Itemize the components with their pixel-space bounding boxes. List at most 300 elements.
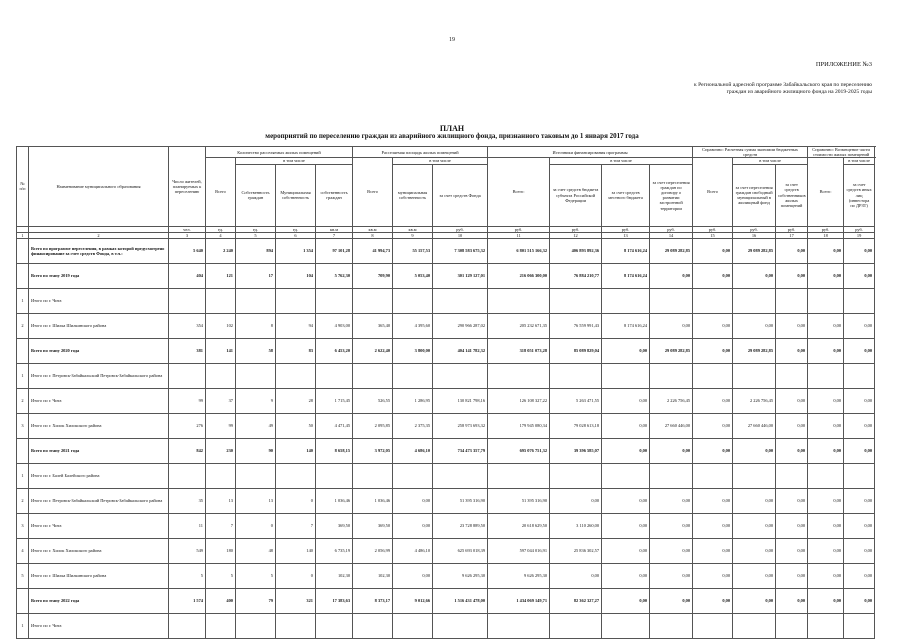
value-cell: 0,00	[776, 314, 808, 339]
unit-cell: руб.	[733, 226, 776, 232]
value-cell	[206, 464, 236, 489]
value-cell: 0,00	[602, 564, 650, 589]
header-econ-b: за счет переселения граждан свободный муниципальный в жилищный фонд	[733, 164, 776, 226]
value-cell: 3 972,05	[353, 439, 393, 464]
value-cell: 404	[169, 264, 206, 289]
value-cell: 369,50	[316, 514, 353, 539]
header-row-groups	[17, 147, 875, 158]
header-total: Всего	[693, 158, 733, 226]
value-cell: 0,00	[733, 589, 776, 614]
value-cell: 8 658,15	[316, 439, 353, 464]
value-cell: 290 966 287,02	[433, 314, 488, 339]
column-number-cell: 8	[353, 232, 393, 238]
header-group-financing: Источники финансирования программы	[488, 147, 693, 158]
value-cell: 0,00	[776, 414, 808, 439]
value-cell: 49	[236, 414, 276, 439]
value-cell: 27 660 446,00	[733, 414, 776, 439]
header-group-area: Расселяемая площадь жилых помещений	[353, 147, 488, 158]
header-municipal-own: Муниципальная собственность	[276, 164, 316, 226]
value-cell: 1 036,46	[316, 489, 353, 514]
value-cell	[550, 364, 602, 389]
value-cell: 276	[169, 414, 206, 439]
resettlement-plan-table	[16, 146, 875, 639]
row-number: 2	[17, 389, 29, 414]
column-number-cell: 13	[602, 232, 650, 238]
unit-cell: ед.	[276, 226, 316, 232]
value-cell: 2 095,85	[353, 414, 393, 439]
header-total: Всего	[353, 158, 393, 226]
value-cell: 0,00	[808, 589, 844, 614]
value-cell: 0,00	[650, 439, 693, 464]
value-cell: 58	[236, 339, 276, 364]
value-cell: 126 108 327,22	[488, 389, 550, 414]
row-number	[17, 239, 29, 264]
column-number-cell: 3	[169, 232, 206, 238]
value-cell	[276, 464, 316, 489]
value-cell: 102	[206, 314, 236, 339]
value-cell: 1 036,46	[353, 489, 393, 514]
value-cell: 76 884 210,77	[550, 264, 602, 289]
value-cell	[808, 614, 844, 639]
column-number-cell: 11	[488, 232, 550, 238]
value-cell: 0,00	[693, 414, 733, 439]
value-cell: 9 012,66	[393, 589, 433, 614]
value-cell: 0,00	[693, 339, 733, 364]
value-cell: 0	[276, 489, 316, 514]
header-citizens-own: Собственность граждан	[236, 164, 276, 226]
value-cell	[316, 364, 353, 389]
municipality-row	[17, 464, 875, 489]
value-cell: 99	[206, 414, 236, 439]
document-subtitle: мероприятий по переселению граждан из аварийного жилищного фонда, признанного таковым до 1 января 2017 года	[265, 132, 639, 140]
value-cell: 0,00	[602, 539, 650, 564]
municipality-row	[17, 364, 875, 389]
value-cell	[169, 464, 206, 489]
municipality-name: Итого по г. Петровск-Забайкальский Петровск-Забайкальского района	[29, 489, 169, 514]
value-cell: 55 157,53	[393, 239, 433, 264]
value-cell: 82 362 327,27	[550, 589, 602, 614]
value-cell: 1 286,95	[393, 389, 433, 414]
column-number-cell: 16	[733, 232, 776, 238]
value-cell: 23 728 889,50	[433, 514, 488, 539]
value-cell	[550, 464, 602, 489]
value-cell: 8 174 616,24	[602, 239, 650, 264]
value-cell	[808, 289, 844, 314]
value-cell: 130 821 798,16	[433, 389, 488, 414]
value-cell: 526,55	[353, 389, 393, 414]
value-cell: 20 618 629,50	[488, 514, 550, 539]
row-number	[17, 339, 29, 364]
value-cell	[776, 289, 808, 314]
value-cell	[650, 464, 693, 489]
value-cell	[808, 364, 844, 389]
value-cell: 0,00	[602, 514, 650, 539]
value-cell: 17	[236, 264, 276, 289]
header-incl: в том числе	[550, 158, 693, 164]
value-cell: 0,00	[844, 339, 875, 364]
value-cell: 0,00	[808, 239, 844, 264]
value-cell: 99	[169, 389, 206, 414]
value-cell: 709,90	[353, 264, 393, 289]
value-cell	[844, 464, 875, 489]
value-cell: 0,00	[844, 489, 875, 514]
value-cell: 695 076 751,32	[488, 439, 550, 464]
document-title: ПЛАН	[439, 124, 465, 133]
value-cell: 83	[276, 339, 316, 364]
value-cell: 0,00	[693, 314, 733, 339]
row-number: 1	[17, 464, 29, 489]
value-cell: 2 375,35	[393, 414, 433, 439]
header-incl: в том числе	[844, 158, 875, 164]
value-cell	[488, 289, 550, 314]
municipality-name: Итого по г. Шилка Шилкинского района	[29, 314, 169, 339]
value-cell	[316, 464, 353, 489]
value-cell	[488, 614, 550, 639]
value-cell: 179 945 080,34	[488, 414, 550, 439]
value-cell: 0,00	[808, 489, 844, 514]
value-cell: 5 053,40	[393, 264, 433, 289]
value-cell: 90	[236, 439, 276, 464]
value-cell: 5	[206, 564, 236, 589]
value-cell	[393, 614, 433, 639]
value-cell	[693, 364, 733, 389]
value-cell	[602, 614, 650, 639]
value-cell: 0,00	[733, 539, 776, 564]
header-group-reimbursement: Справочно: Возмещение части стоимости жилых помещений	[808, 147, 875, 158]
unit-cell: ед.	[206, 226, 236, 232]
value-cell	[693, 614, 733, 639]
value-cell	[733, 464, 776, 489]
value-cell: 0,00	[844, 239, 875, 264]
value-cell: 7 308 583 675,32	[433, 239, 488, 264]
value-cell	[353, 464, 393, 489]
header-incl: в том числе	[393, 158, 488, 164]
value-cell: 0,00	[808, 264, 844, 289]
stage-total-row	[17, 589, 875, 614]
value-cell: 5 263 471,55	[550, 389, 602, 414]
value-cell: 29 089 282,85	[733, 239, 776, 264]
value-cell: 301 129 127,01	[433, 264, 488, 289]
value-cell: 5	[169, 564, 206, 589]
value-cell: 0,00	[808, 414, 844, 439]
value-cell	[733, 364, 776, 389]
value-cell: 0,00	[776, 239, 808, 264]
municipality-row	[17, 389, 875, 414]
value-cell: 216 066 300,00	[488, 264, 550, 289]
value-cell: 51 395 316,90	[433, 489, 488, 514]
header-citizens-own: собственность граждан	[316, 164, 353, 226]
value-cell: 0,00	[693, 564, 733, 589]
value-cell: 0,00	[733, 489, 776, 514]
value-cell: 29 089 282,85	[733, 339, 776, 364]
value-cell: 400	[206, 589, 236, 614]
value-cell: 258 973 693,32	[433, 414, 488, 439]
value-cell: 0,00	[693, 514, 733, 539]
value-cell: 94	[276, 314, 316, 339]
value-cell	[169, 364, 206, 389]
value-cell: 29 089 282,85	[650, 239, 693, 264]
value-cell: 0,00	[733, 439, 776, 464]
value-cell	[206, 614, 236, 639]
unit-cell: руб.	[602, 226, 650, 232]
column-number-cell: 19	[844, 232, 875, 238]
program-reference: к Региональной адресной программе Забайкальского края по переселению граждан из аварийного жилищного фонда на 2019-2025 годы	[693, 82, 872, 95]
value-cell: 0,00	[650, 539, 693, 564]
header-municipal-own: муниципальная собственность	[393, 164, 433, 226]
value-cell: 85 089 829,04	[550, 339, 602, 364]
appendix-label: ПРИЛОЖЕНИЕ №3	[815, 61, 872, 68]
value-cell: 0,00	[602, 339, 650, 364]
value-cell: 318 051 073,28	[488, 339, 550, 364]
value-cell: 102,30	[316, 564, 353, 589]
header-group-count: Количество расселяемых жилых помещений	[206, 147, 353, 158]
value-cell	[693, 464, 733, 489]
value-cell: 0,00	[602, 439, 650, 464]
header-subject-budget: за счет средств бюджета субъекта Российской Федерации	[550, 164, 602, 226]
municipality-name: Итого по г. Чита	[29, 389, 169, 414]
value-cell	[488, 464, 550, 489]
value-cell	[602, 289, 650, 314]
column-number-cell: 4	[206, 232, 236, 238]
value-cell: 0,00	[844, 264, 875, 289]
value-cell	[844, 364, 875, 389]
value-cell	[353, 289, 393, 314]
value-cell: 0,00	[602, 389, 650, 414]
value-cell: 7	[276, 514, 316, 539]
municipality-row	[17, 564, 875, 589]
municipality-row	[17, 289, 875, 314]
unit-cell: кв.м	[316, 226, 353, 232]
value-cell: 5 762,30	[316, 264, 353, 289]
value-cell: 0,00	[693, 264, 733, 289]
value-cell	[844, 614, 875, 639]
value-cell	[650, 364, 693, 389]
value-cell	[316, 289, 353, 314]
value-cell	[433, 289, 488, 314]
unit-cell: руб.	[693, 226, 733, 232]
value-cell: 8 174 616,24	[602, 264, 650, 289]
municipality-name: Итого по г. Балей Балейского района	[29, 464, 169, 489]
value-cell	[776, 464, 808, 489]
value-cell: 0,00	[776, 589, 808, 614]
value-cell: 0,00	[733, 514, 776, 539]
value-cell: 2 622,40	[353, 339, 393, 364]
value-cell	[488, 364, 550, 389]
value-cell: 0,00	[808, 564, 844, 589]
value-cell: 0,00	[844, 389, 875, 414]
row-number	[17, 264, 29, 289]
municipality-name: Итого по г. Хилок Хилокского района	[29, 414, 169, 439]
row-number: 1	[17, 289, 29, 314]
value-cell: 0,00	[693, 539, 733, 564]
value-cell	[550, 289, 602, 314]
value-cell: 6 735,19	[316, 539, 353, 564]
value-cell	[550, 614, 602, 639]
unit-cell: руб.	[776, 226, 808, 232]
value-cell: 4 395,60	[393, 314, 433, 339]
value-cell: 13	[236, 489, 276, 514]
column-number-cell: 5	[236, 232, 276, 238]
stage-total-row	[17, 339, 875, 364]
value-cell: 48	[236, 539, 276, 564]
municipality-name: Итого по г. Чита	[29, 514, 169, 539]
value-cell: 321	[276, 589, 316, 614]
value-cell	[650, 614, 693, 639]
value-cell: 0,00	[733, 314, 776, 339]
value-cell: 381	[169, 339, 206, 364]
value-cell: 0,00	[844, 439, 875, 464]
value-cell: 597 044 016,91	[488, 539, 550, 564]
row-number: 2	[17, 314, 29, 339]
value-cell: 102,30	[353, 564, 393, 589]
municipality-name: Итого по г. Чита	[29, 289, 169, 314]
header-total: Всего:	[808, 158, 844, 226]
value-cell: 9 626 295,30	[488, 564, 550, 589]
value-cell	[844, 289, 875, 314]
value-cell	[602, 464, 650, 489]
column-number-cell: 1	[17, 232, 29, 238]
stage-total-row	[17, 264, 875, 289]
value-cell: 0,00	[650, 564, 693, 589]
value-cell: 51 395 316,90	[488, 489, 550, 514]
value-cell: 13	[206, 489, 236, 514]
value-cell: 0,00	[776, 339, 808, 364]
value-cell	[169, 614, 206, 639]
row-number: 3	[17, 514, 29, 539]
value-cell	[433, 364, 488, 389]
value-cell: 41 994,73	[353, 239, 393, 264]
unit-cell: руб.	[650, 226, 693, 232]
header-local-budget: за счет средств местного бюджета	[602, 164, 650, 226]
unit-cell: руб.	[844, 226, 875, 232]
value-cell: 1 516 431 478,00	[433, 589, 488, 614]
value-cell: 0,00	[393, 564, 433, 589]
value-cell: 0,00	[393, 489, 433, 514]
value-cell: 35	[169, 489, 206, 514]
value-cell: 0,00	[808, 514, 844, 539]
unit-cell: руб.	[550, 226, 602, 232]
value-cell	[169, 289, 206, 314]
value-cell: 140	[276, 439, 316, 464]
value-cell	[353, 614, 393, 639]
value-cell: 0,00	[602, 489, 650, 514]
value-cell: 0,00	[733, 564, 776, 589]
value-cell: 17 383,63	[316, 589, 353, 614]
value-cell: 0,00	[776, 539, 808, 564]
value-cell	[693, 289, 733, 314]
value-cell: 2 240	[206, 239, 236, 264]
value-cell: 0,00	[693, 489, 733, 514]
value-cell: 0,00	[393, 514, 433, 539]
row-number: 5	[17, 564, 29, 589]
municipality-name: Итого по г. Шилка Шилкинского района	[29, 564, 169, 589]
header-reimb-b: за счет средств иных лиц (инвестора по ДРЗТ)	[844, 164, 875, 226]
value-cell	[316, 614, 353, 639]
value-cell: 7	[206, 514, 236, 539]
value-cell: 0,00	[650, 489, 693, 514]
municipality-name: Итого по г. Хилок Хилокского района	[29, 539, 169, 564]
value-cell	[236, 614, 276, 639]
value-cell: 25 836 302,57	[550, 539, 602, 564]
value-cell	[276, 364, 316, 389]
value-cell: 0,00	[808, 339, 844, 364]
value-cell: 0,00	[808, 439, 844, 464]
value-cell	[393, 464, 433, 489]
value-cell: 8	[236, 314, 276, 339]
row-number: 4	[17, 539, 29, 564]
unit-cell: руб.	[488, 226, 550, 232]
value-cell: 0,00	[693, 439, 733, 464]
value-cell: 4 903,00	[316, 314, 353, 339]
value-cell: 734 473 357,79	[433, 439, 488, 464]
municipality-row	[17, 489, 875, 514]
stage-total-row	[17, 239, 875, 264]
value-cell: 0,00	[776, 264, 808, 289]
row-number	[17, 439, 29, 464]
value-cell: 50	[276, 414, 316, 439]
stage-total-row	[17, 439, 875, 464]
value-cell: 37	[206, 389, 236, 414]
value-cell: 28	[276, 389, 316, 414]
value-cell	[602, 364, 650, 389]
column-number-cell: 7	[316, 232, 353, 238]
value-cell: 6 453,20	[316, 339, 353, 364]
value-cell: 141	[206, 339, 236, 364]
value-cell: 0,00	[733, 264, 776, 289]
municipality-row	[17, 614, 875, 639]
unit-cell: руб.	[433, 226, 488, 232]
value-cell: 1 434 069 149,71	[488, 589, 550, 614]
value-cell: 0,00	[776, 514, 808, 539]
value-cell: 29 089 282,85	[650, 339, 693, 364]
value-cell	[733, 614, 776, 639]
column-number-cell: 18	[808, 232, 844, 238]
column-number-cell: 15	[693, 232, 733, 238]
value-cell: 0,00	[550, 564, 602, 589]
municipality-name: Всего по этапу 2020 года	[29, 339, 169, 364]
value-cell: 0,00	[844, 314, 875, 339]
value-cell: 0,00	[650, 264, 693, 289]
page-number: 19	[449, 37, 455, 43]
header-num: № п/п	[17, 147, 29, 227]
unit-cell: кв.м	[393, 226, 433, 232]
value-cell: 0,00	[650, 514, 693, 539]
value-cell: 6 801 515 166,32	[488, 239, 550, 264]
unit-cell: ед.	[236, 226, 276, 232]
value-cell: 0,00	[693, 389, 733, 414]
value-cell: 894	[236, 239, 276, 264]
value-cell: 0	[276, 564, 316, 589]
value-cell: 0,00	[776, 489, 808, 514]
value-cell	[236, 289, 276, 314]
header-econ-a: за счет переселения граждан по договору о развитии застроенной территории	[650, 164, 693, 226]
header-name: Наименование муниципального образования	[29, 147, 169, 227]
header-incl: в том числе	[733, 158, 808, 164]
row-number: 1	[17, 614, 29, 639]
value-cell: 0,00	[844, 514, 875, 539]
row-number: 3	[17, 414, 29, 439]
municipality-name: Итого по г. Петровск-Забайкальский Петровск-Забайкальского района	[29, 364, 169, 389]
value-cell: 0,00	[776, 564, 808, 589]
unit-cell: руб.	[808, 226, 844, 232]
municipality-name: Итого по г. Чита	[29, 614, 169, 639]
column-number-cell: 17	[776, 232, 808, 238]
value-cell: 4 686,10	[393, 439, 433, 464]
value-cell: 404 141 782,32	[433, 339, 488, 364]
value-cell: 2 226 756,45	[650, 389, 693, 414]
value-cell: 2 056,99	[353, 539, 393, 564]
column-number-cell: 14	[650, 232, 693, 238]
